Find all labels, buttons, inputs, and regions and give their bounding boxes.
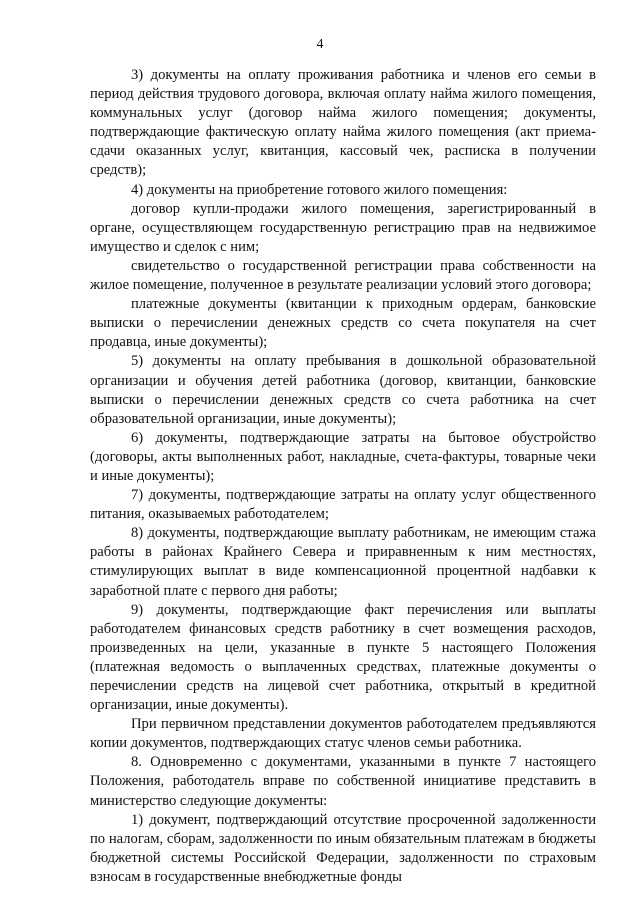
page-number: 4 [316, 37, 324, 52]
paragraph-item-5-education: 5) документы на оплату пребывания в дошкольной образовательной организации и обучения детей работника (договор, квитанции, банковские выписки о перечислении денежных средств со счета работника на счет образовательной организации, иные документы); [90, 353, 596, 427]
paragraph-section-8-item-1: 1) документ, подтверждающий отсутствие просроченной задолженности по налогам, сборам, задолженности по иным обязательным платежам в бюджеты бюджетной системы Российской Федерации, задолженности по страховым взносам в государственные внебюджетные фонды [90, 811, 596, 885]
paragraph-ownership-certificate: свидетельство о государственной регистрации права собственности на жилое помещение, полученное в результате реализации условий этого договора; [90, 257, 596, 294]
paragraph-payment-documents: платежные документы (квитанции к приходным ордерам, банковские выписки о перечислении денежных средств со счета покупателя на счет продавца, иные документы); [90, 296, 596, 351]
paragraph-purchase-contract: договор купли-продажи жилого помещения, зарегистрированный в органе, осуществляющем государственную регистрацию прав на недвижимое имущество и сделок с ним; [90, 200, 596, 255]
paragraph-item-8-incentive-payments: 8) документы, подтверждающие выплату работникам, не имеющим стажа работы в районах Крайнего Севера и приравненным к ним местностях, стимулирующих выплат в виде компенсационной процентной надбавки к заработной плате с первого дня работы; [90, 525, 596, 599]
paragraph-item-7-catering: 7) документы, подтверждающие затраты на оплату услуг общественного питания, оказываемых работодателем; [90, 487, 596, 523]
paragraph-family-status-copies: При первичном представлении документов работодателем предъявляются копии документов, подтверждающих статус членов семьи работника. [90, 716, 596, 752]
paragraph-item-3-housing-payment: 3) документы на оплату проживания работника и членов его семьи в период действия трудового договора, включая оплату найма жилого помещения, коммунальных услуг (договор найма жилого помещения; документы, подтверждающие фактическую оплату найма жилого помещения (акт приема-сдачи оказанных услуг, квитанция, кассовый чек, расписка в получении средств); [90, 67, 596, 179]
paragraph-item-4-housing-purchase: 4) документы на приобретение готового жилого помещения: [131, 181, 508, 198]
document-body [90, 66, 596, 887]
paragraph-item-9-transfer-proof: 9) документы, подтверждающие факт перечисления или выплаты работодателем финансовых средств работнику в счет возмещения расходов, произведенных на цели, указанные в пункте 5 настоящего Положения (платежная ведомость о выплаченных средствах, платежные документы о перечислении средств на лицевой счет работника, открытый в кредитной организации, иные документы). [90, 601, 596, 714]
paragraph-item-6-household: 6) документы, подтверждающие затраты на бытовое обустройство (договоры, акты выполненных работ, накладные, счета-фактуры, товарные чеки и иные документы); [90, 429, 596, 484]
paragraph-section-8: 8. Одновременно с документами, указанными в пункте 7 настоящего Положения, работодатель вправе по собственной инициативе представить в министерство следующие документы: [90, 754, 596, 809]
